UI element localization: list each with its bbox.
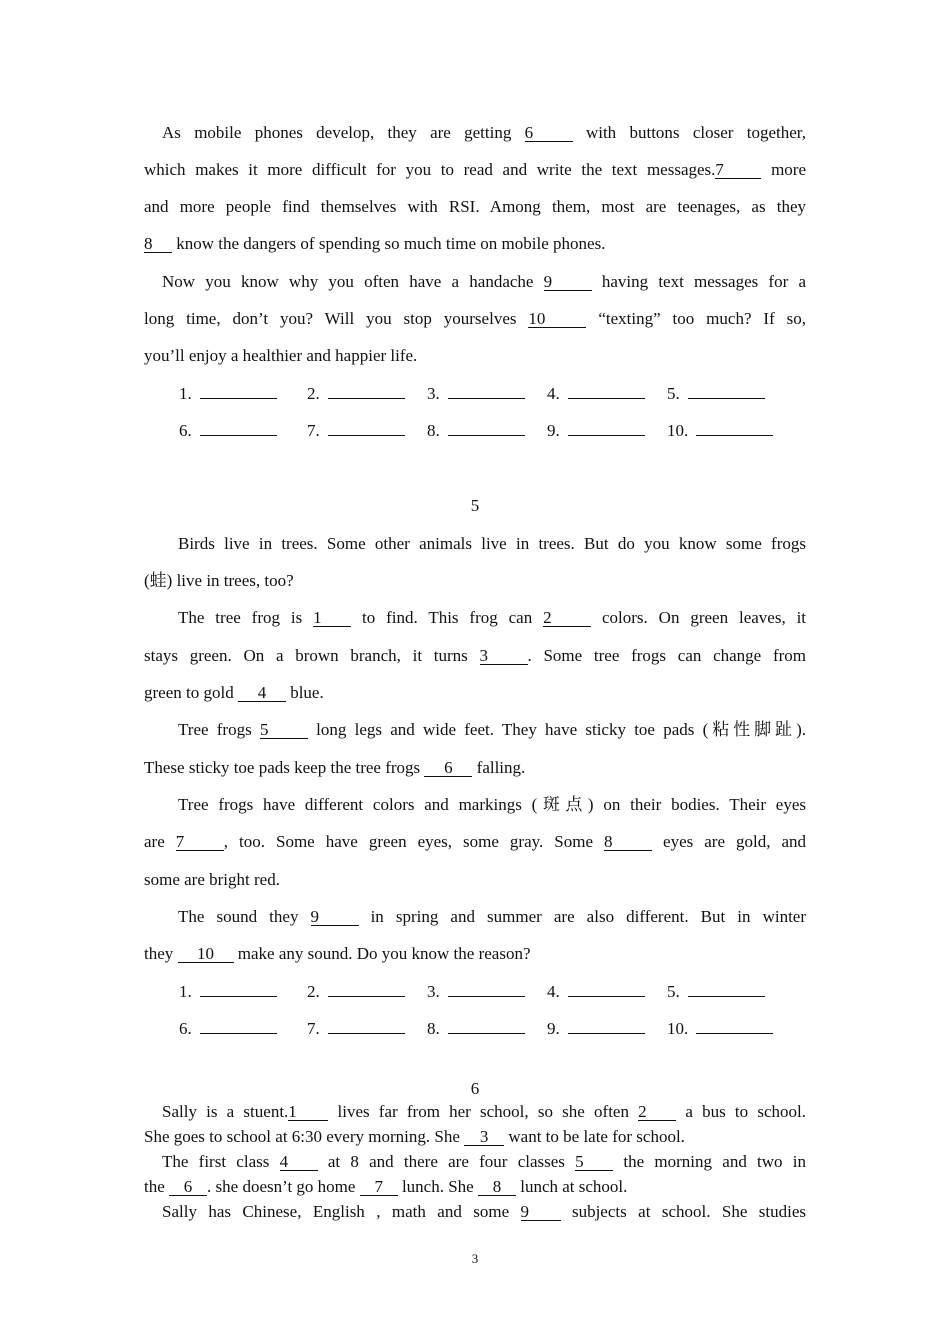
blank-1: 1 xyxy=(313,610,351,627)
blank-2: 2 xyxy=(543,610,591,627)
s5-p2-line3: green to gold 4 blue. xyxy=(144,683,324,702)
section-6-number: 6 xyxy=(470,1079,480,1098)
answer-slot[interactable]: 6. xyxy=(179,420,277,442)
answer-slot[interactable]: 8. xyxy=(427,420,525,442)
blank-4: 4 xyxy=(238,685,286,702)
s4-p2-line2: long time, don’t you? Will you stop yourselves 10 “texting” too much? If so, xyxy=(144,309,807,328)
answer-slot[interactable]: 5. xyxy=(667,383,765,405)
s5-p3-line2: These sticky toe pads keep the tree frogs 6 falling. xyxy=(144,758,526,777)
s4-p2-line3: you’ll enjoy a healthier and happier life. xyxy=(144,346,418,365)
blank-8: 8 xyxy=(144,236,172,253)
s5-p5-line1: The sound they 9 in spring and summer are also different. But in winter xyxy=(178,907,806,926)
s5-p1-line1: Birds live in trees. Some other animals live in trees. But do you know some frogs xyxy=(178,534,806,553)
answer-slot[interactable]: 8. xyxy=(427,1018,525,1040)
blank-4: 4 xyxy=(280,1154,318,1171)
blank-5: 5 xyxy=(260,722,308,739)
answer-slot[interactable]: 1. xyxy=(179,981,277,1003)
s5-p1-line2: (蛙) live in trees, too? xyxy=(144,571,294,590)
s6-line2: She goes to school at 6:30 every morning. She 3 want to be late for school. xyxy=(144,1127,685,1146)
answer-slot[interactable]: 7. xyxy=(307,1018,405,1040)
blank-8: 8 xyxy=(478,1179,516,1196)
section-5-number: 5 xyxy=(470,496,480,515)
answer-slot[interactable]: 10. xyxy=(667,420,773,442)
answer-slot[interactable]: 4. xyxy=(547,383,645,405)
s5-p4-line3: some are bright red. xyxy=(144,870,280,889)
answer-slot[interactable]: 2. xyxy=(307,383,405,405)
blank-3: 3 xyxy=(464,1129,504,1146)
blank-6: 6 xyxy=(424,760,472,777)
blank-10: 10 xyxy=(178,946,234,963)
answer-slot[interactable]: 7. xyxy=(307,420,405,442)
answer-slot[interactable]: 3. xyxy=(427,383,525,405)
answer-slot[interactable]: 2. xyxy=(307,981,405,1003)
blank-7: 7 xyxy=(360,1179,398,1196)
answer-slot[interactable]: 9. xyxy=(547,420,645,442)
s6-line1: Sally is a stuent.1 lives far from her school, so she often 2 a bus to school. xyxy=(162,1102,806,1121)
answer-slot[interactable]: 6. xyxy=(179,1018,277,1040)
blank-6: 6 xyxy=(525,125,573,142)
s5-p5-line2: they 10 make any sound. Do you know the reason? xyxy=(144,944,531,963)
s5-p4-line2: are 7 , too. Some have green eyes, some gray. Some 8 eyes are gold, and xyxy=(144,832,807,851)
blank-9: 9 xyxy=(311,909,359,926)
s5-p4-line1: Tree frogs have different colors and markings (斑点) on their bodies. Their eyes xyxy=(178,795,806,814)
blank-8: 8 xyxy=(604,834,652,851)
s5-p2-line1: The tree frog is 1 to find. This frog can 2 colors. On green leaves, it xyxy=(178,608,807,627)
page-number: 3 xyxy=(471,1251,479,1266)
s4-p2-line1: Now you know why you often have a handache 9 having text messages for a xyxy=(162,272,806,291)
s5-p2-line2: stays green. On a brown branch, it turns 3 . Some tree frogs can change from xyxy=(144,646,806,665)
answer-slot[interactable]: 9. xyxy=(547,1018,645,1040)
blank-7: 7 xyxy=(176,834,224,851)
blank-10: 10 xyxy=(528,311,586,328)
blank-6: 6 xyxy=(169,1179,207,1196)
blank-9: 9 xyxy=(544,274,592,291)
s6-line3: The first class 4 at 8 and there are four classes 5 the morning and two in xyxy=(162,1152,807,1171)
blank-7: 7 xyxy=(715,162,761,179)
blank-3: 3 xyxy=(480,648,528,665)
answer-slot[interactable]: 5. xyxy=(667,981,765,1003)
answer-slot[interactable]: 1. xyxy=(179,383,277,405)
answer-slot[interactable]: 4. xyxy=(547,981,645,1003)
blank-5: 5 xyxy=(575,1154,613,1171)
blank-2: 2 xyxy=(638,1104,676,1121)
blank-1: 1 xyxy=(288,1104,328,1121)
s6-line4: the 6 . she doesn’t go home 7 lunch. She 8 lunch at school. xyxy=(144,1177,628,1196)
s5-p3-line1: Tree frogs 5 long legs and wide feet. They have sticky toe pads (粘性脚趾). xyxy=(178,720,807,739)
s4-p1-line3: and more people find themselves with RSI. Among them, most are teenages, as they xyxy=(144,197,806,216)
s4-p1-line1: As mobile phones develop, they are getting 6 with buttons closer together, xyxy=(162,123,806,142)
answer-slot[interactable]: 3. xyxy=(427,981,525,1003)
s4-p1-line2: which makes it more difficult for you to read and write the text messages.7 more xyxy=(144,160,807,179)
blank-9: 9 xyxy=(521,1204,561,1221)
answer-slot[interactable]: 10. xyxy=(667,1018,773,1040)
s6-line5: Sally has Chinese, English , math and some 9 subjects at school. She studies xyxy=(162,1202,807,1221)
s4-p1-line4: 8 know the dangers of spending so much time on mobile phones. xyxy=(144,234,606,253)
